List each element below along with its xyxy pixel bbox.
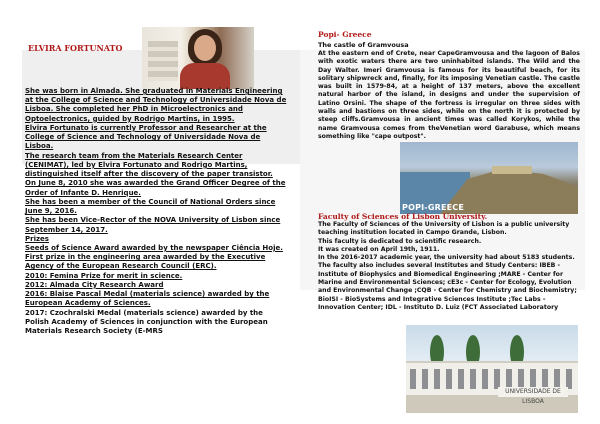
portrait-photo bbox=[142, 27, 254, 89]
bio-paragraph: She has been a member of the Council of National Orders since June 9, 2016. bbox=[25, 197, 276, 216]
faculty-line: It was created on April 19th, 1911. bbox=[318, 245, 440, 253]
faculty-line: This faculty is dedicated to scientific research. bbox=[318, 237, 482, 245]
university-sign-text: UNIVERSIDADE DE LISBOA bbox=[505, 388, 561, 405]
bio-paragraph: The research team from the Materials Research Center (CENIMAT), led by Elvira Fortunato and Rodrigo Martins, distinguished itself after the discovery of the paper transistor. bbox=[25, 151, 273, 179]
castle-wall-shape bbox=[492, 166, 532, 174]
building-windows bbox=[410, 369, 574, 389]
bio-paragraph: She has been Vice-Rector of the NOVA University of Lisbon since September 14, 2017. bbox=[25, 216, 281, 234]
faculty-line: The faculty also includes several Institutes and Study Centers: IBEB - Institute of Biophysics and Biomedical Engineering ;MARE - Center for Marine and Environmental Sciences; cE3c - Center for Ecology, Evolution and Environmental Change ;CQB - Center for Chemistry and Biochemistry; BioISI - BioSystems and Integrative Sciences Institute ;Tec Labs - Innovation Center; IDL - Instituto D. Luiz (FCT Associated Laboratory bbox=[318, 262, 577, 311]
section-subtitle: The castle of Gramvousa bbox=[318, 41, 409, 49]
prize-item: 2017: Czochralski Medal (materials science) awarded by the Polish Academy of Sciences in conjunction with the European Materials Research Society (E-MRS bbox=[25, 308, 268, 336]
university-sign bbox=[498, 387, 568, 405]
photo-caption: POPI-GREECE bbox=[402, 203, 465, 212]
prize-item: 2010: Femina Prize for merit in science. bbox=[25, 271, 183, 280]
bio-paragraph: Elvira Fortunato is currently Professor and Researcher at the College of Science and Technology of Universidade Nova de Lisboa. bbox=[25, 123, 267, 151]
faculty-title: Faculty of Sciences of Lisbon University. bbox=[318, 212, 488, 221]
face-shape bbox=[194, 35, 216, 61]
section-title: Popi- Greece bbox=[318, 30, 372, 39]
prize-item: First prize in the engineering area awarded by the Executive Agency of the European Research Council (ERC). bbox=[25, 253, 266, 271]
castle-photo bbox=[400, 142, 578, 214]
prizes-heading: Prizes bbox=[25, 234, 49, 243]
faculty-line: In the 2016-2017 academic year, the university had about 5183 students. bbox=[318, 254, 575, 262]
university-photo bbox=[406, 325, 578, 413]
section-text: At the eastern end of Crete, near CapeGramvousa and the lagoon of Balos with exotic waters there are two uninhabited islands. The Wild and the Day Walter. Imeri Gramvousa is famous for its beautiful beach, for its solitary shipwreck and, finally, for its imposing Venetian castle. The castle was built in 1579-84, at a height of 137 meters, above the excellent natural harbor of the island, in designs and under the supervision of Latino Orsini. The shape of the fortress is irregular on three sides with walls and bastions on three sides, while on the north it is protected by steep cliffs.Gramvousa in ancient times was called Korykos, while the name Gramvousa comes from theVenetian word Garabuse, which means something like "cape outpost". bbox=[318, 50, 580, 140]
greece-section bbox=[318, 30, 580, 141]
prize-item: Seeds of Science Award awarded by the newspaper Ciência Hoje. bbox=[25, 243, 283, 252]
prize-item: 2012: Almada City Research Award bbox=[25, 280, 164, 289]
person-name-title: ELVIRA FORTUNATO bbox=[28, 43, 123, 53]
faculty-line: The Faculty of Sciences of the University of Lisbon is a public university teaching institution located in Campo Grande, Lisbon. bbox=[318, 221, 570, 237]
biography-column bbox=[25, 87, 287, 336]
faculty-section bbox=[318, 212, 582, 312]
bookshelf-shape bbox=[148, 41, 178, 81]
body-shape bbox=[180, 63, 230, 89]
bio-paragraph: She was born in Almada. She graduated in Materials Engineering at the College of Science and Technology of Universidade Nova de Lisboa. She completed her PhD in Microelectronics and Optoelectronics, guided by Rodrigo Martins, in 1995. bbox=[25, 87, 287, 123]
bio-paragraph: On June 8, 2010 she was awarded the Grand Officer Degree of the Order of Infante D. Henrique. bbox=[25, 179, 286, 197]
prize-item: 2016: Blaise Pascal Medal (materials science) awarded by the European Academy of Sciences. bbox=[25, 290, 270, 308]
